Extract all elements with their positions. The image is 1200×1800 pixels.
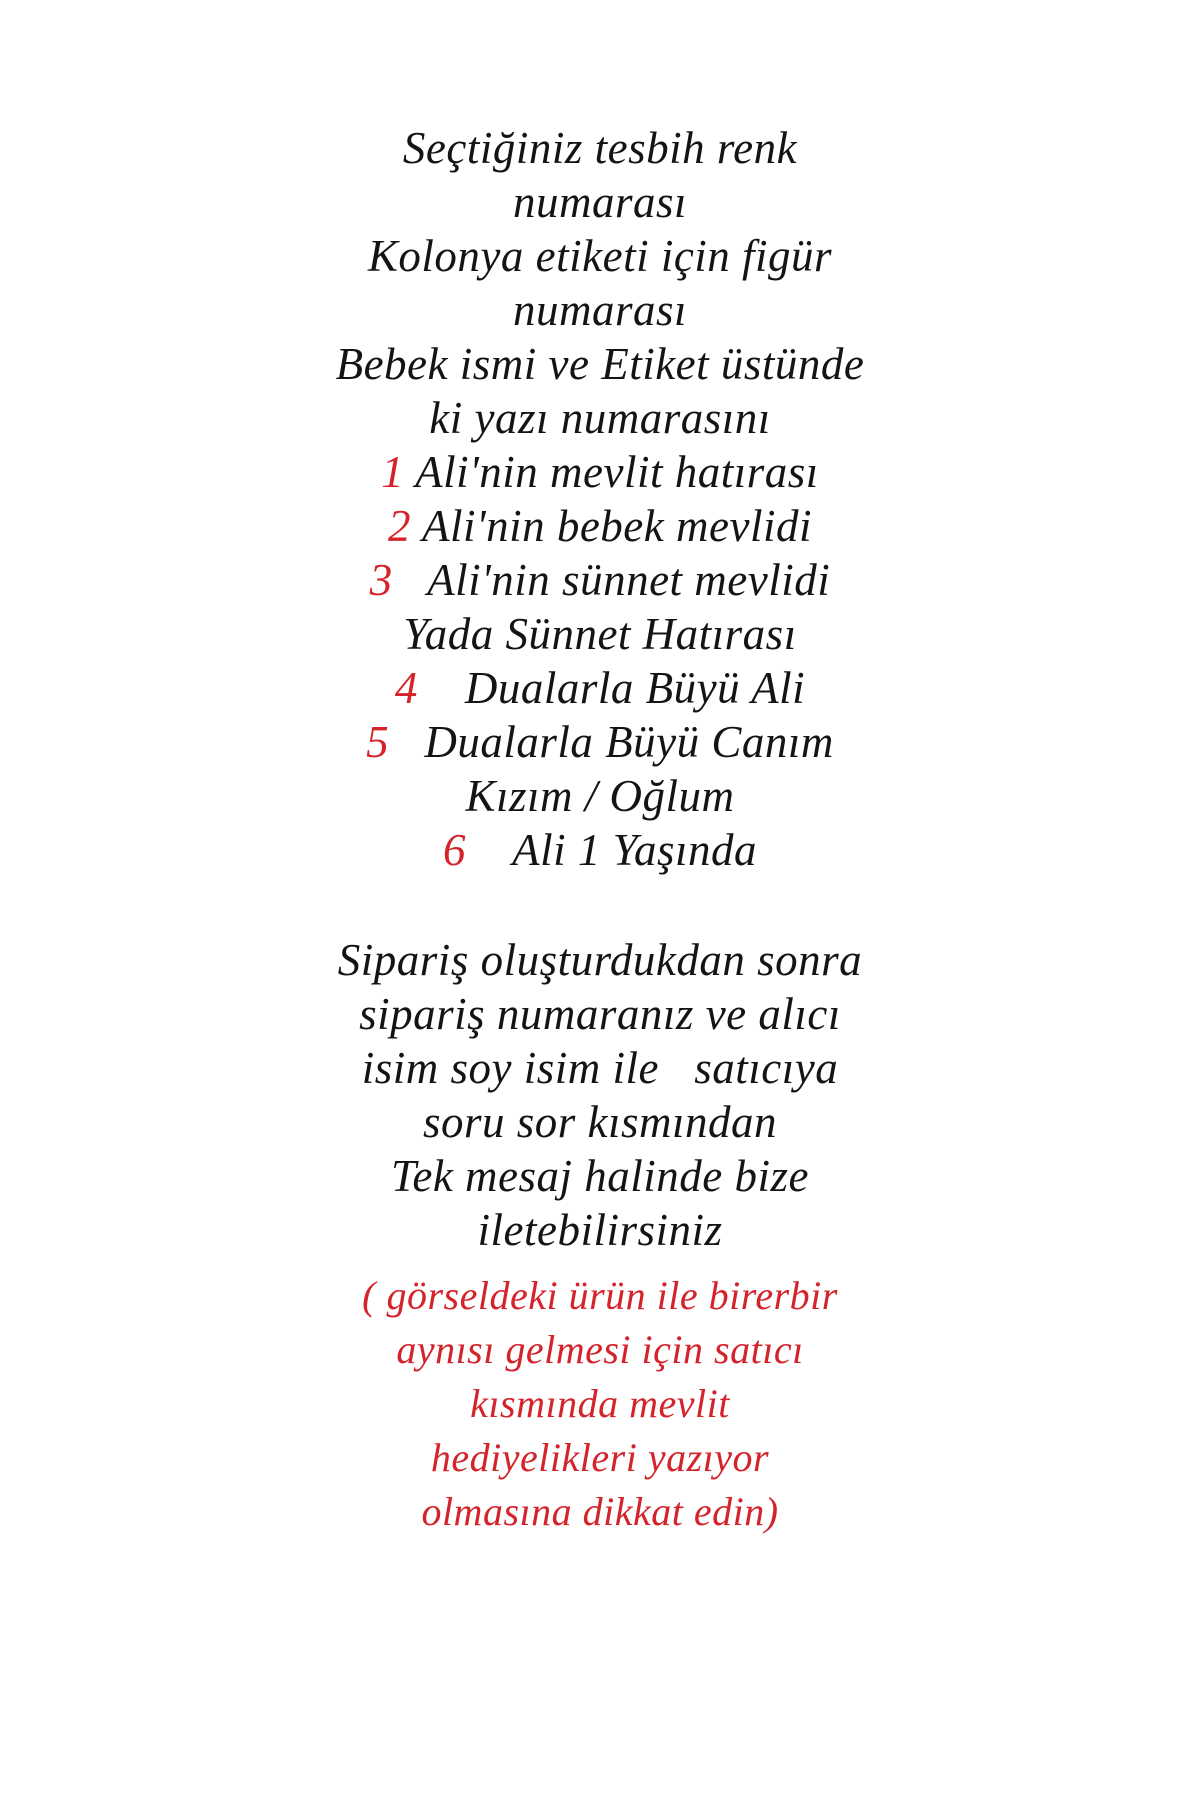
option-text: Dualarla Büyü Ali <box>417 663 806 713</box>
option-number: 5 <box>366 717 390 767</box>
note-line: olmasına dikkat edin) <box>421 1489 779 1534</box>
option-number: 2 <box>388 501 412 551</box>
intro-line: ki yazı numarasını <box>429 393 771 443</box>
option-text: Ali 1 Yaşında <box>465 825 758 875</box>
note-line: ( görseldeki ürün ile birerbir <box>362 1273 838 1318</box>
option-item <box>0 550 1200 610</box>
instruction-line: isim soy isim ile satıcıya <box>361 1043 839 1093</box>
instruction-line: Tek mesaj halinde bize <box>390 1151 810 1201</box>
option-item-continued <box>0 604 1200 664</box>
note-line: hediyelikleri yazıyor <box>430 1435 770 1480</box>
option-text: Yada Sünnet Hatırası <box>403 609 797 659</box>
option-number: 6 <box>442 825 466 875</box>
option-number: 3 <box>369 555 393 605</box>
option-text: Ali'nin sünnet mevlidi <box>392 555 831 605</box>
option-number: 4 <box>394 663 418 713</box>
option-text: Ali'nin bebek mevlidi <box>411 501 812 551</box>
intro-line: numarası <box>512 177 688 227</box>
instruction-line: Sipariş oluşturdukdan sonra <box>337 935 863 985</box>
option-item-continued <box>0 766 1200 826</box>
instruction-line: soru sor kısmından <box>422 1097 778 1147</box>
instruction-line: sipariş numaranız ve alıcı <box>359 989 841 1039</box>
option-item <box>0 658 1200 718</box>
note-line: aynısı gelmesi için satıcı <box>396 1327 804 1372</box>
instruction-line: iletebilirsiniz <box>477 1205 723 1255</box>
intro-line: Bebek ismi ve Etiket üstünde <box>335 339 865 389</box>
note-line: kısmında mevlit <box>470 1381 730 1426</box>
option-item <box>0 820 1200 880</box>
option-item <box>0 712 1200 772</box>
option-text: Kızım / Oğlum <box>465 771 735 821</box>
intro-line: Kolonya etiketi için figür <box>367 231 833 281</box>
option-text: Ali'nin mevlit hatırası <box>404 447 819 497</box>
intro-line: numarası <box>512 285 688 335</box>
option-item <box>0 496 1200 556</box>
option-text: Dualarla Büyü Canım <box>389 717 834 767</box>
intro-line: Seçtiğiniz tesbih renk <box>402 123 798 173</box>
option-number: 1 <box>381 447 405 497</box>
option-item <box>0 442 1200 502</box>
